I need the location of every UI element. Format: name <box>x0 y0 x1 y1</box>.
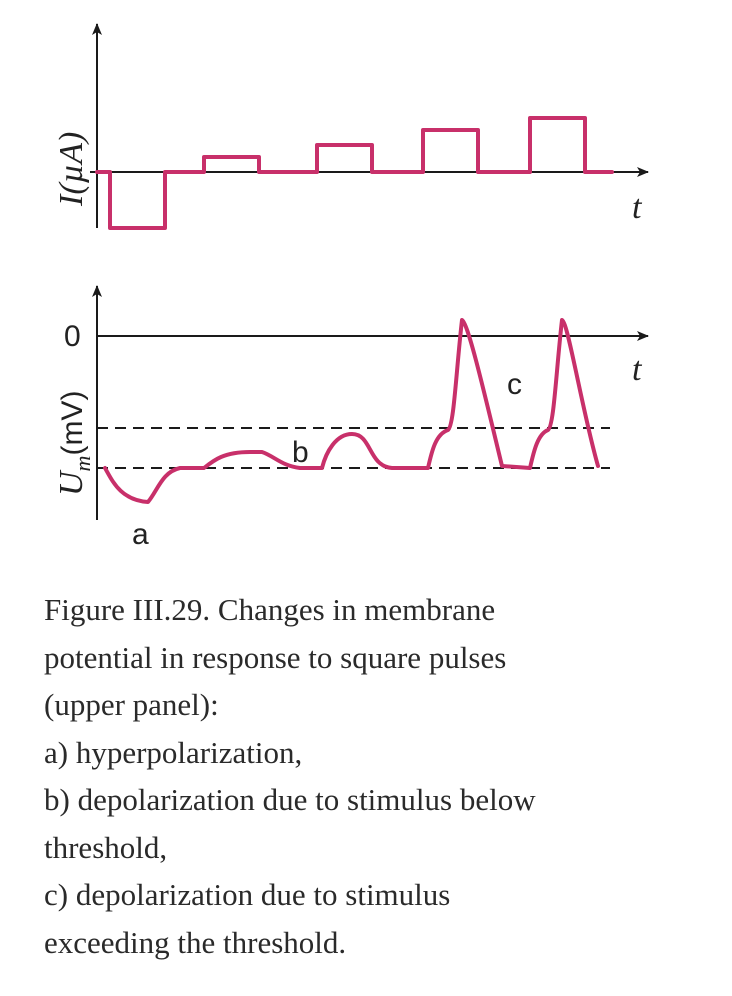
caption-line-1: Figure III.29. Changes in membrane <box>44 592 496 627</box>
zero-tick-label: 0 <box>64 320 81 353</box>
lower-y-axis-label-main: U <box>53 471 90 496</box>
region-label-a: a <box>132 518 149 551</box>
caption-line-2: potential in response to square pulses <box>44 639 507 675</box>
lower-y-axis-label <box>53 391 95 496</box>
caption-line-5: b) depolarization due to stimulus below <box>44 782 536 817</box>
lower-panel <box>53 286 648 551</box>
figure-caption <box>44 586 704 966</box>
caption-line-8: exceeding the threshold. <box>44 924 347 960</box>
caption-line-7: c) depolarization due to stimulus <box>44 877 451 912</box>
caption-line-4: a) hyperpolarization, <box>44 734 303 770</box>
region-label-c: c <box>507 368 522 401</box>
lower-y-axis-label-unit: (mV) <box>56 390 89 456</box>
upper-y-axis-label: I(µA) <box>53 131 90 206</box>
lower-y-axis-label-sub: m <box>70 455 95 472</box>
region-label-b: b <box>292 436 309 469</box>
upper-x-axis-label: t <box>632 189 642 226</box>
upper-panel <box>53 24 648 228</box>
caption-line-3: (upper panel): <box>44 687 219 722</box>
membrane-potential-trace <box>105 320 598 502</box>
caption-line-6: threshold, <box>44 829 168 865</box>
lower-x-axis-label: t <box>632 351 642 388</box>
